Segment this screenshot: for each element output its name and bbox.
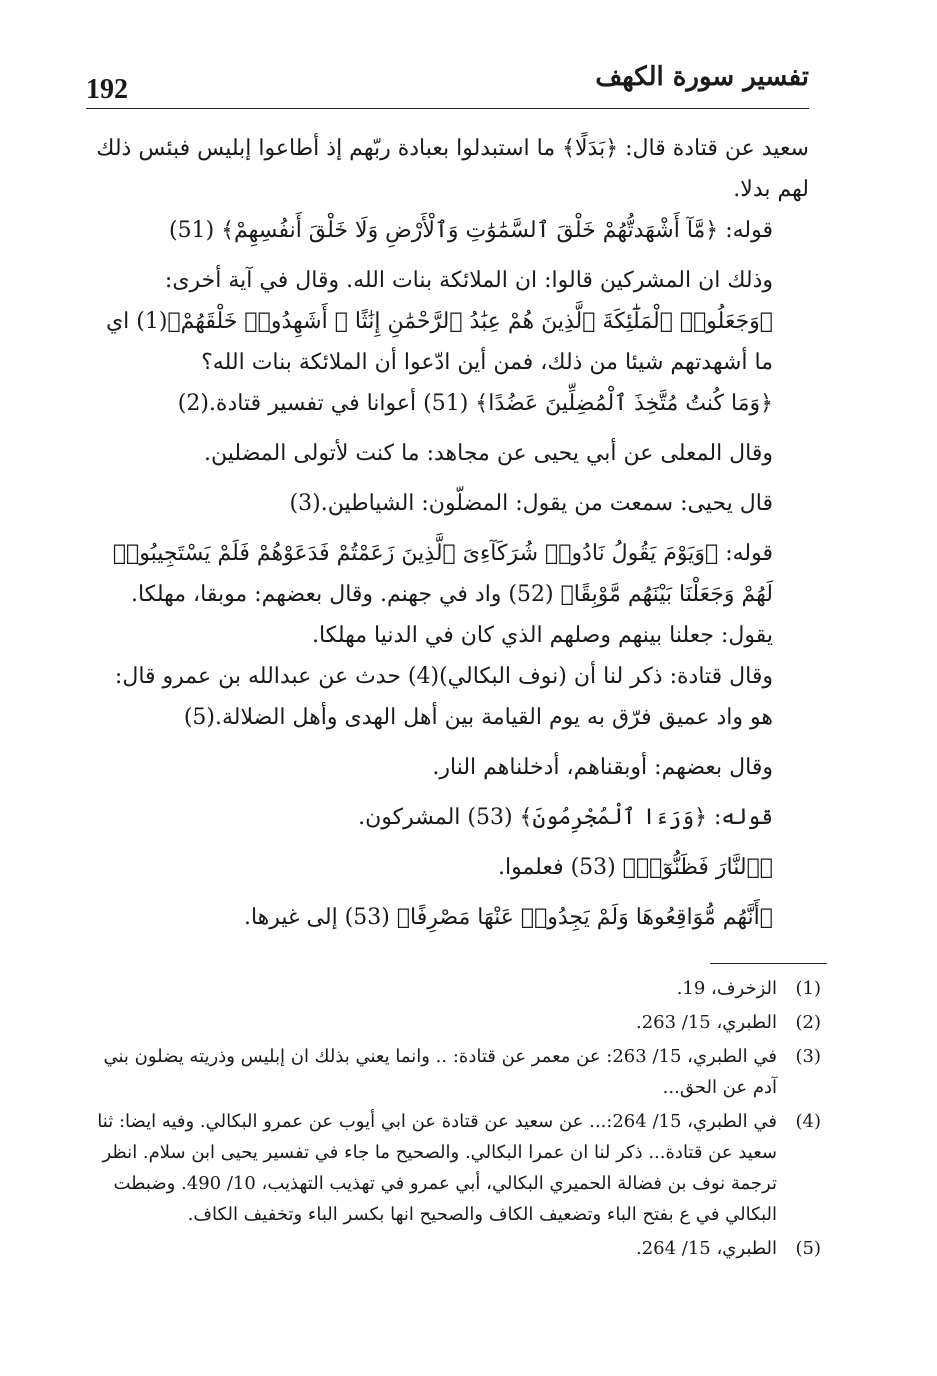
main-text — [86, 128, 809, 938]
footnote-text: الطبري، 15/ 263. — [635, 1012, 777, 1033]
paragraph: قوله: ﴿وَيَوْمَ يَقُولُ نَادُوا۟ شُرَكَآءِىَ ٱلَّذِينَ زَعَمْتُمْ فَدَعَوْهُمْ فَلَمْ يَسْتَجِيبُوا۟ لَهُمْ وَجَعَلْنَا بَيْنَهُم مَّوْبِقًا﴾ (52) واد في جهنم. وقال بعضهم: موبقا، مهلكا. — [112, 541, 773, 607]
paragraph: وقال المعلى عن أبي يحيى عن مجاهد: ما كنت لأتولى المضلين. — [204, 441, 773, 466]
footnote-text: في الطبري، 15/ 264:... عن سعيد عن قتادة عن ابي أيوب عن عمرو البكالي. وفيه ايضا: ثنا سعيد عن قتادة... ذكر لنا ان عمرا البكالي. والصحيح ما جاء في تفسير يحيى ابن سلام. انظر ترجمة نوف بن فضالة الحميري البكالي، أبي عمرو في تهذيب التهذيب، 10/ 490. وضبطت البكالي في ع بفتح الباء وتضعيف الكاف والصحيح انها بكسر الباء وتخفيف الكاف. — [97, 1111, 777, 1225]
footnote-separator — [710, 963, 827, 964]
footnotes — [86, 973, 821, 1267]
footnote-3 — [86, 1041, 821, 1103]
footnote-1 — [86, 973, 821, 1004]
footnote-text: الزخرف، 19. — [676, 978, 777, 999]
footnote-number: (2) — [795, 1012, 821, 1033]
footnote-2 — [86, 1007, 821, 1038]
paragraph: وقال بعضهم: أوبقناهم، أدخلناهم النار. — [432, 755, 773, 780]
footnote-4 — [86, 1106, 821, 1230]
footnote-number: (3) — [795, 1046, 821, 1067]
paragraph: قوله: ﴿مَّآ أَشْهَدتُّهُمْ خَلْقَ ٱلسَّمَٰوَٰتِ وَٱلْأَرْضِ وَلَا خَلْقَ أَنفُسِهِمْ﴾ (51) — [168, 218, 773, 243]
header-rule — [86, 108, 809, 109]
page-header — [86, 52, 809, 108]
paragraph: يقول: جعلنا بينهم وصلهم الذي كان في الدنيا مهلكا. — [311, 623, 773, 648]
footnote-text: في الطبري، 15/ 263: عن معمر عن قتادة: .. وانما يعني بذلك ان إبليس وذريته يضلون بني آدم عن الحق... — [103, 1046, 777, 1098]
paragraph: سعيد عن قتادة قال: ﴿بَدَلًا﴾ ما استبدلوا بعبادة ربّهم إذ أطاعوا إبليس فبئس ذلك لهم بدلا. — [96, 136, 809, 202]
footnote-text: الطبري، 15/ 264. — [635, 1238, 777, 1259]
paragraph: ﴿وَمَا كُنتُ مُتَّخِذَ ٱلْمُضِلِّينَ عَضُدًا﴾ (51) أعوانا في تفسير قتادة.(2) — [177, 391, 773, 416]
footnote-number: (5) — [795, 1238, 821, 1259]
paragraph: ﴿أَنَّهُم مُّوَاقِعُوهَا وَلَمْ يَجِدُوا۟ عَنْهَا مَصْرِفًا﴾ (53) إلى غيرها. — [243, 905, 773, 930]
paragraph: ﴿ٱلنَّارَ فَظَنُّوٓا۟﴾ (53) فعلموا. — [497, 855, 773, 880]
footnote-5 — [86, 1233, 821, 1264]
page-number: 192 — [86, 74, 128, 105]
paragraph: قال يحيى: سمعت من يقول: المضلّون: الشياطين.(3) — [289, 491, 773, 516]
footnote-number: (4) — [795, 1111, 821, 1132]
footnote-number: (1) — [795, 978, 821, 999]
running-title: تفسير سورة الكهف — [595, 62, 809, 92]
paragraph: وذلك ان المشركين قالوا: ان الملائكة بنات الله. وقال في آية أخرى: ﴿وَجَعَلُوا۟ ٱلْمَلَٰٓئِكَةَ ٱلَّذِينَ هُمْ عِبَٰدُ ٱلرَّحْمَٰنِ إِنَٰثًا ۚ أَشَهِدُوا۟ خَلْقَهُمْ﴾(1) اي ما أشهدتهم شيئا من ذلك، فمن أين ادّعوا أن الملائكة بنات الله؟ — [105, 268, 773, 375]
paragraph: قوله: ﴿وَرَءَا ٱلْمُجْرِمُونَ﴾ (53) المشركون. — [358, 805, 773, 830]
paragraph: وقال قتادة: ذكر لنا أن (نوف البكالي)(4) حدث عن عبدالله بن عمرو قال: هو واد عميق فرّق به يوم القيامة بين أهل الهدى وأهل الضلالة.(5) — [114, 664, 773, 730]
